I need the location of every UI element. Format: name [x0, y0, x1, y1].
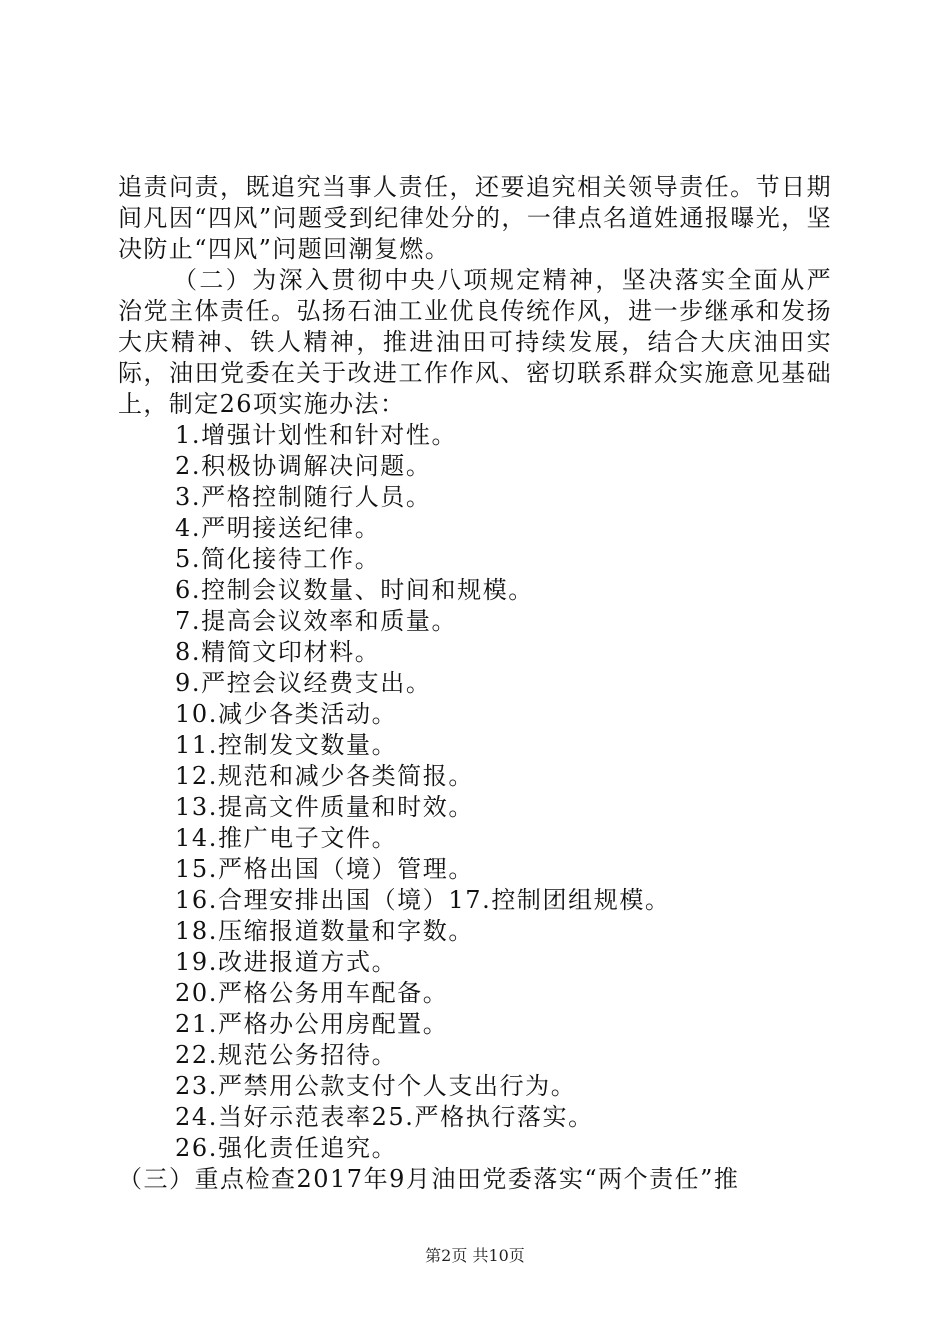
- list-item: 2.积极协调解决问题。: [175, 452, 432, 480]
- list-item: 13.提高文件质量和时效。: [175, 793, 474, 821]
- list-item: 12.规范和减少各类简报。: [175, 762, 474, 790]
- list-item: 22.规范公务招待。: [175, 1041, 398, 1069]
- list-item: 4.严明接送纪律。: [175, 514, 381, 542]
- document-body: [118, 172, 832, 1195]
- list-item: 20.严格公务用车配备。: [175, 979, 449, 1007]
- list-item: 11.控制发文数量。: [175, 731, 398, 759]
- list-item: 24.当好示范表率25.严格执行落实。: [175, 1103, 594, 1131]
- list-item: 15.严格出国（境）管理。: [175, 855, 474, 883]
- paragraph-accountability: 追责问责，既追究当事人责任，还要追究相关领导责任。节日期间凡因“四风”问题受到纪律处分的，一律点名道姓通报曝光，坚决防止“四风”问题回潮复燃。: [118, 173, 832, 263]
- list-item: 16.合理安排出国（境）17.控制团组规模。: [175, 886, 671, 914]
- paragraph-measures-intro: （二）为深入贯彻中央八项规定精神，坚决落实全面从严治党主体责任。弘扬石油工业优良传统作风，进一步继承和发扬大庆精神、铁人精神，推进油田可持续发展，结合大庆油田实际，油田党委在关于改进工作作风、密切联系群众实施意见基础上，制定26项实施办法：: [118, 266, 832, 418]
- list-item: 14.推广电子文件。: [175, 824, 398, 852]
- list-item: 6.控制会议数量、时间和规模。: [175, 576, 534, 604]
- list-item: 7.提高会议效率和质量。: [175, 607, 458, 635]
- list-item: 9.严控会议经费支出。: [175, 669, 432, 697]
- list-item: 5.简化接待工作。: [175, 545, 381, 573]
- paragraph-inspection: （三）重点检查2017年9月油田党委落实“两个责任”推: [118, 1165, 740, 1193]
- list-item: 21.严格办公用房配置。: [175, 1010, 449, 1038]
- list-item: 3.严格控制随行人员。: [175, 483, 432, 511]
- list-item: 18.压缩报道数量和字数。: [175, 917, 474, 945]
- list-item: 19.改进报道方式。: [175, 948, 398, 976]
- list-item: 26.强化责任追究。: [175, 1134, 398, 1162]
- list-item: 1.增强计划性和针对性。: [175, 421, 458, 449]
- page-footer: 第2页 共10页: [425, 1246, 525, 1265]
- list-item: 23.严禁用公款支付个人支出行为。: [175, 1072, 577, 1100]
- list-item: 8.精简文印材料。: [175, 638, 381, 666]
- list-item: 10.减少各类活动。: [175, 700, 398, 728]
- measures-list: [118, 420, 832, 1164]
